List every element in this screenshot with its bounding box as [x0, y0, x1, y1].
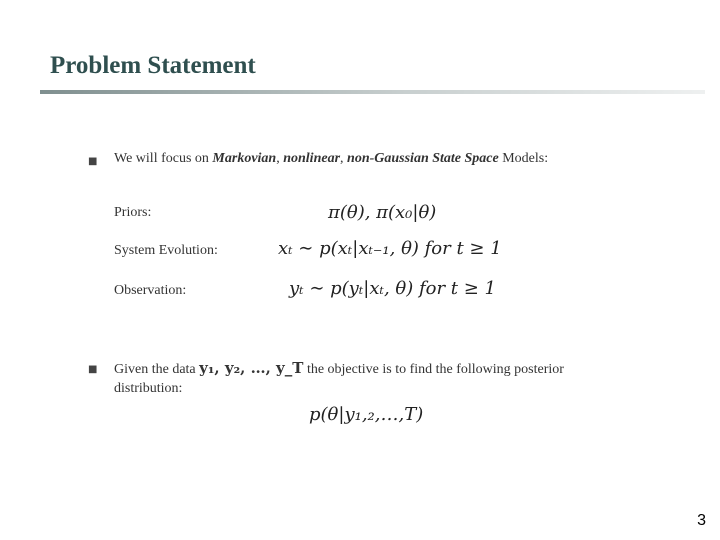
- observation-equation: yₜ ∼ p(yₜ|xₜ, θ) for t ≥ 1: [289, 278, 496, 299]
- bullet-2-tail: the objective is to find the following posterior: [306, 362, 564, 377]
- bullet-1-lead: We will focus on: [114, 151, 209, 166]
- title-underline: [40, 90, 705, 94]
- observation-label: Observation:: [114, 283, 187, 298]
- term-markovian: Markovian: [212, 151, 277, 166]
- bullet-1-tail: Models:: [502, 151, 549, 166]
- bullet-marker: ■: [88, 156, 98, 167]
- separator: ,: [276, 151, 280, 166]
- bullet-marker: ■: [88, 364, 98, 375]
- slide-title: Problem Statement: [50, 52, 256, 79]
- term-non-gaussian: non-Gaussian: [347, 151, 429, 166]
- system-evolution-label: System Evolution:: [114, 243, 218, 258]
- data-sequence: y₁, y₂, …, y_T: [199, 359, 304, 377]
- bullet-2-line-2: distribution:: [114, 381, 183, 396]
- term-nonlinear: nonlinear: [283, 151, 341, 166]
- priors-label: Priors:: [114, 205, 152, 220]
- bullet-1-text: [114, 151, 548, 167]
- priors-equation: π(θ), π(x₀|θ): [328, 202, 437, 223]
- posterior-equation: p(θ|y₁,₂,…,T): [309, 404, 424, 425]
- system-evolution-equation: xₜ ∼ p(xₜ|xₜ₋₁, θ) for t ≥ 1: [278, 238, 502, 259]
- bullet-2-text: [114, 359, 564, 378]
- term-state-space: State Space: [432, 151, 499, 166]
- separator: ,: [340, 151, 344, 166]
- bullet-2-lead: Given the data: [114, 362, 196, 377]
- page-number: 3: [697, 512, 706, 529]
